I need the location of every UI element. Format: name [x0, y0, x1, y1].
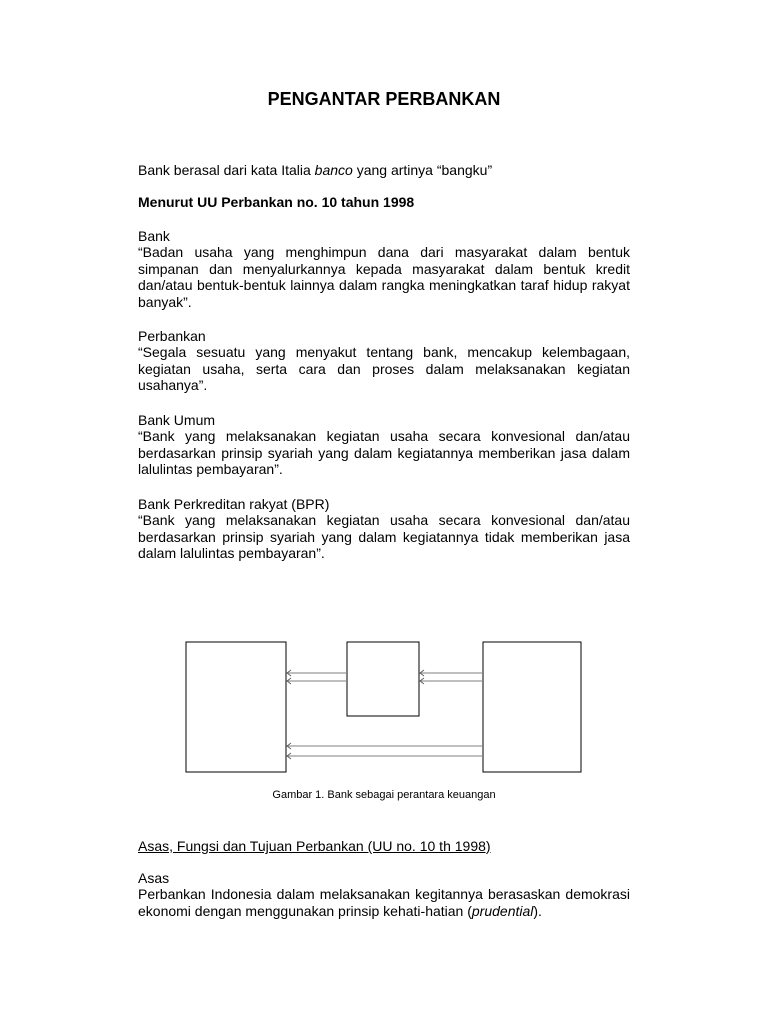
section-heading: Asas, Fungsi dan Tujuan Perbankan (UU no. 10 th 1998)	[138, 838, 491, 854]
asas-italic-word: prudential	[471, 902, 534, 919]
bank-box	[347, 642, 419, 716]
definition-term: Bank Umum	[138, 412, 216, 428]
definition-text: “Bank yang melaksanakan kegiatan usaha secara konvesional dan/atau berdasarkan prinsip syariah yang dalam kegiatannya tidak memberikan jasa dalam lalulintas pembayaran”.	[138, 512, 630, 562]
bank-intermediary-diagram	[180, 636, 590, 778]
intro-paragraph	[138, 162, 630, 178]
definition-block	[138, 328, 630, 394]
law-heading: Menurut UU Perbankan no. 10 tahun 1998	[138, 194, 415, 210]
definition-text: “Segala sesuatu yang menyakut tentang bank, mencakup kelembagaan, kegiatan usaha, serta cara dan proses dalam melaksanakan kegiatan usahanya”.	[138, 344, 630, 394]
right-party-box	[483, 642, 581, 772]
definition-term: Perbankan	[138, 328, 206, 344]
definition-block	[138, 228, 630, 310]
intro-italic-word: banco	[314, 162, 353, 178]
definition-term: Bank Perkreditan rakyat (BPR)	[138, 496, 330, 512]
definition-text: “Badan usaha yang menghimpun dana dari masyarakat dalam bentuk simpanan dan menyalurkannya kepada masyarakat dalam bentuk kredit dan/atau bentuk-bentuk lainnya dalam rangka meningkatkan taraf hidup rakyat banyak”.	[138, 244, 630, 310]
asas-block	[138, 870, 630, 919]
left-party-box	[186, 642, 286, 772]
asas-term: Asas	[138, 870, 170, 886]
definition-block	[138, 496, 630, 562]
definition-text: “Bank yang melaksanakan kegiatan usaha secara konvesional dan/atau berdasarkan prinsip syariah yang dalam kegiatannya memberikan jasa dalam lalulintas pembayaran”.	[138, 428, 630, 478]
page-title: PENGANTAR PERBANKAN	[267, 89, 501, 109]
definition-term: Bank	[138, 228, 170, 244]
intro-text: Bank berasal dari kata Italia	[138, 162, 315, 178]
figure-caption: Gambar 1. Bank sebagai perantara keuangan	[272, 789, 496, 801]
asas-text-start: Perbankan Indonesia dalam melaksanakan kegitannya berasaskan demokrasi ekonomi dengan menggunakan prinsip kehati-hatian (	[138, 886, 630, 919]
asas-text-end: ).	[533, 902, 542, 919]
asas-text	[138, 886, 630, 919]
intro-text-end: yang artinya “bangku”	[352, 162, 493, 178]
definition-block	[138, 412, 630, 478]
